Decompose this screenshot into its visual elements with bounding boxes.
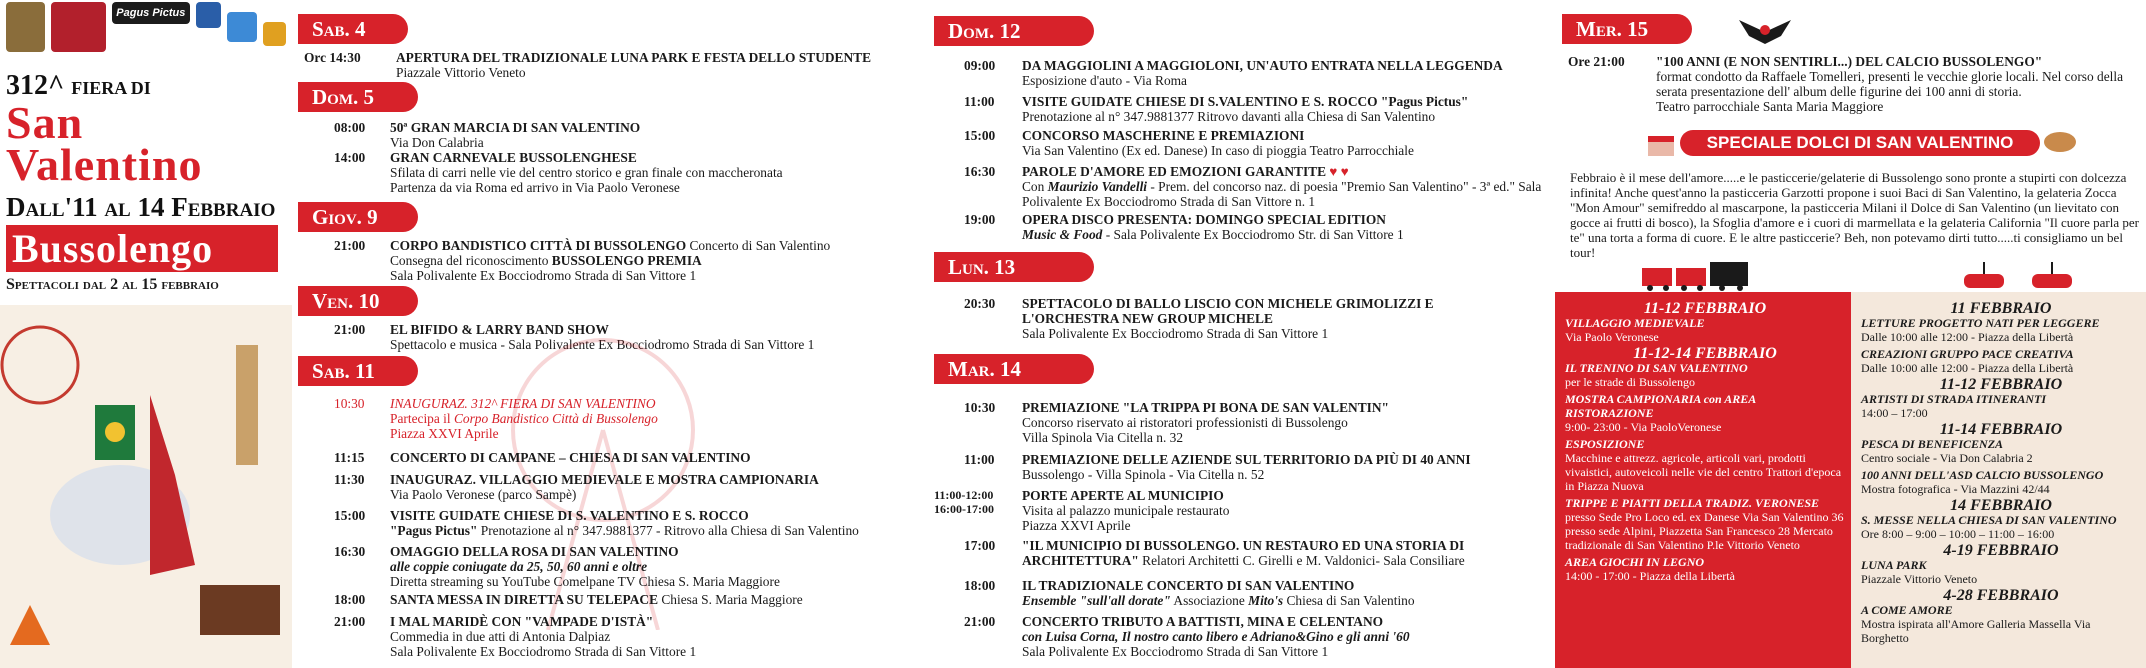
event-body — [1656, 54, 2136, 114]
event-mar14-2 — [964, 452, 1564, 484]
event-desc: Consegna del riconoscimento — [390, 253, 552, 268]
event-location: Prenotazione al n° 347.9881377 - Ritrovo alla Chiesa di San Valentino — [477, 523, 859, 538]
event-desc-bold: Mito's — [1248, 593, 1284, 608]
event-sab11-6 — [334, 592, 934, 608]
box-entry-title: LUNA PARK — [1861, 558, 1927, 572]
box-entry — [1565, 316, 1845, 344]
provincia-logo-icon — [227, 12, 256, 42]
event-lun13-1 — [964, 296, 1564, 346]
event-dom12-4 — [964, 164, 1564, 210]
event-sab11-4 — [334, 508, 934, 540]
event-time: 10:30 — [964, 400, 996, 415]
comune-logo-icon — [6, 2, 45, 52]
box-entry — [1565, 555, 1845, 583]
day-header-dom12: Dom. 12 — [934, 16, 1094, 46]
box-entry — [1861, 603, 2141, 645]
event-mar14-6 — [964, 614, 1564, 664]
event-body — [390, 150, 950, 195]
logo-strip — [6, 2, 286, 62]
box-entry-text: Macchine e attrezz. agricole, articoli vari, prodotti vivaistici, autoveicoli nelle vie del centro Trattori d'epoca in Piazza Nuova — [1565, 451, 1842, 493]
box-entry — [1565, 392, 1845, 434]
event-desc-italic: alle coppie coniugate da 25, 50, 60 anni e oltre — [390, 559, 648, 574]
box-entry-title: S. MESSE NELLA CHIESA DI SAN VALENTINO — [1861, 513, 2117, 527]
event-dom5-2 — [334, 150, 934, 196]
event-desc: Partecipa il — [390, 411, 454, 426]
event-body — [390, 396, 950, 441]
event-giov9-1 — [334, 238, 934, 284]
box-entry — [1861, 347, 2141, 375]
event-location: Teatro parrocchiale Santa Maria Maggiore — [1656, 99, 1884, 114]
event-desc: Visita al palazzo municipale restaurato — [1022, 503, 1230, 518]
event-sab11-1 — [334, 396, 934, 442]
box-entry-title: AREA GIOCHI IN LEGNO — [1565, 555, 1705, 569]
event-body — [390, 614, 950, 659]
event-body — [1022, 538, 1542, 568]
event-time: 11:00 — [964, 94, 995, 109]
event-sab11-2 — [334, 450, 934, 466]
box-entry-text: Dalle 10:00 alle 12:00 - Piazza della Libertà — [1861, 361, 2074, 375]
box-entry-text: Centro sociale - Via Don Calabria 2 — [1861, 451, 2033, 465]
box-entry — [1565, 496, 1845, 552]
event-title: DA MAGGIOLINI A MAGGIOLONI, UN'AUTO ENTRATA NELLA LEGGENDA — [1022, 58, 1503, 73]
event-mer15-1 — [1568, 54, 2146, 120]
event-body — [390, 472, 950, 502]
box-entry-title: A COME AMORE — [1861, 603, 1953, 617]
event-title: EL BIFIDO & LARRY BAND SHOW — [390, 322, 609, 337]
box-entry — [1861, 437, 2141, 465]
event-body — [390, 120, 950, 150]
event-desc: Commedia in due atti di Antonia Dalpiaz — [390, 629, 611, 644]
event-body — [1022, 58, 1562, 88]
box-entry-title: ARTISTI DI STRADA ITINERANTI — [1861, 392, 2047, 406]
event-body — [1022, 400, 1562, 445]
event-time: 11:30 — [334, 472, 365, 487]
cover-shows: Spettacoli dal 2 al 15 febbraio — [6, 276, 219, 293]
event-desc-italic: Maurizio Vandelli — [1047, 179, 1148, 194]
box-entry-text: per le strade di Bussolengo — [1565, 375, 1695, 389]
event-title: CONCERTO TRIBUTO A BATTISTI, MINA E CELENTANO — [1022, 614, 1384, 629]
event-dom5-1 — [334, 120, 934, 150]
box-date-heading: 4-19 FEBBRAIO — [1943, 542, 2059, 559]
events-box-red — [1555, 292, 1851, 668]
box-entry-title: VILLAGGIO MEDIEVALE — [1565, 316, 1705, 330]
event-title-tail: "Pagus Pictus" — [1377, 94, 1469, 109]
event-body — [1022, 296, 1442, 341]
event-time: 21:00 — [964, 614, 996, 629]
box-date-heading: 4-28 FEBBRAIO — [1943, 587, 2059, 604]
box-date-heading: 11 FEBBRAIO — [1950, 300, 2052, 317]
event-desc: format condotto da Raffaele Tomelleri, presenti le vecchie glorie locali. Nel corso della serata presentazione dell' album delle figurine dei 100 anni di storia. — [1656, 69, 2124, 99]
event-title: SPETTACOLO DI BALLO LISCIO CON MICHELE GRIMOLIZZI E L'ORCHESTRA NEW GROUP MICHELE — [1022, 296, 1434, 326]
box-entry-text: Mostra fotografica - Via Mazzini 42/44 — [1861, 482, 2050, 496]
event-sab11-3 — [334, 472, 934, 504]
event-location: Villa Spinola Via Citella n. 32 — [1022, 430, 1184, 445]
cover-dates: Dall'11 al 14 Febbraio — [6, 192, 276, 222]
event-location: Sala Polivalente Ex Bocciodromo Strada di San Vittore 1 — [390, 268, 697, 283]
event-body — [1022, 488, 1562, 533]
event-location: - Sala Polivalente Ex Bocciodromo Str. di San Vittore 1 — [1102, 227, 1404, 242]
event-location: Sala Polivalente Ex Bocciodromo Strada di San Vittore 1 — [1022, 644, 1329, 659]
knight-illustration — [0, 305, 292, 668]
event-desc-bold: "Pagus Pictus" — [390, 523, 478, 538]
regione-logo-icon — [196, 2, 221, 28]
day-header-lun13: Lun. 13 — [934, 252, 1094, 282]
event-title: INAUGURAZ. 312^ FIERA DI SAN VALENTINO — [390, 396, 656, 411]
event-title: PAROLE D'AMORE ED EMOZIONI GARANTITE — [1022, 164, 1327, 179]
fiera-number: 312^ — [6, 70, 65, 101]
event-time: 10:30 — [334, 396, 365, 411]
event-location: Via San Valentino (Ex ed. Danese) In caso di pioggia Teatro Parrocchiale — [1022, 143, 1414, 158]
event-dom12-3 — [964, 128, 1564, 160]
event-mar14-4 — [964, 538, 1564, 570]
event-location: Sala Polivalente Ex Bocciodromo Strada di San Vittore 1 — [1022, 326, 1329, 341]
box-entry-title: CREAZIONI GRUPPO PACE CREATIVA — [1861, 347, 2074, 361]
title-valentino: Valentino — [6, 139, 203, 190]
event-body — [1022, 94, 1562, 124]
event-title: GRAN CARNEVALE BUSSOLENGHESE — [390, 150, 637, 165]
box-entry — [1861, 513, 2141, 541]
event-body — [390, 508, 950, 538]
event-time: 21:00 — [334, 614, 366, 629]
box-entry-text: Dalle 10:00 alle 12:00 - Piazza della Libertà — [1861, 330, 2074, 344]
event-time: 21:00 — [334, 238, 366, 253]
red-box-list — [1565, 302, 1845, 586]
event-location: Via Don Calabria — [390, 135, 484, 150]
event-title: CORPO BANDISTICO CITTÀ DI BUSSOLENGO — [390, 238, 687, 253]
event-title: CONCORSO MASCHERINE E PREMIAZIONI — [1022, 128, 1305, 143]
day-header-sab11: Sab. 11 — [298, 356, 418, 386]
box-entry-title: ESPOSIZIONE — [1565, 437, 1645, 451]
event-body — [390, 592, 950, 607]
event-sab11-5 — [334, 544, 934, 590]
event-location: Chiesa S. Maria Maggiore — [658, 592, 803, 607]
day-header-mer15: Mer. 15 — [1562, 14, 1692, 44]
event-time-morning: 11:00-12:00 — [934, 488, 994, 502]
event-time: 20:30 — [964, 296, 996, 311]
event-desc: Associazione — [1170, 593, 1249, 608]
event-location: Bussolengo - Villa Spinola - Via Citella n. 52 — [1022, 467, 1265, 482]
event-dom12-2 — [964, 94, 1564, 126]
event-time: 09:00 — [964, 58, 996, 73]
bumper-car-icon — [1960, 262, 2080, 292]
box-date-heading: 11-12 FEBBRAIO — [1939, 376, 2063, 393]
event-title: "100 ANNI (E NON SENTIRLI...) DEL CALCIO BUSSOLENGO" — [1656, 54, 2043, 69]
event-location: Piazza XXVI Aprile — [1022, 518, 1131, 533]
event-desc: Concorso riservato ai ristoratori professionisti di Bussolengo — [1022, 415, 1348, 430]
title-san: San — [6, 97, 84, 148]
event-location: Prenotazione al n° 347.9881377 Ritrovo davanti alla Chiesa di San Valentino — [1022, 109, 1436, 124]
box-entry-text: Via Paolo Veronese — [1565, 330, 1659, 344]
cover-panel — [0, 0, 292, 668]
event-time: 18:00 — [334, 592, 366, 607]
event-time: 15:00 — [964, 128, 996, 143]
event-time: 16:30 — [334, 544, 366, 559]
speciale-dolci-text: Febbraio è il mese dell'amore.....e le pasticcerie/gelaterie di Bussolengo sono pronte a stupirti con dolcezza infinita! Anche quest'anno la pasticceria Garzotti propone i suoi Baci di San Valentino, la gelateria Zocca "Mon Amour" semifreddo al mascarpone, la pasticceria Milani il Dolce di San Valentino (un lievitato con gocce ai frutti di bosco), la Sfoglia d'amore e i cuori di marmellata e la gelateria California "Il cuore parla per te" una torta a forma di cuore. E le altre pasticcerie? Beh, non potevamo dirti tutto.....ti consigliamo un bel tour! — [1570, 170, 2139, 260]
event-time-afternoon: 16:00-17:00 — [934, 502, 994, 516]
event-body — [1022, 452, 1562, 482]
box-entry — [1861, 468, 2141, 496]
event-time: 11:00 — [964, 452, 995, 467]
cover-title — [6, 70, 288, 294]
event-dom12-1 — [964, 58, 1564, 90]
pastry-icon — [2042, 122, 2078, 156]
box-entry-title: MOSTRA CAMPIONARIA con AREA RISTORAZIONE — [1565, 392, 1756, 420]
event-time: 11:15 — [334, 450, 365, 465]
pagus-pictus-logo-icon: Pagus Pictus — [112, 2, 190, 24]
event-body — [396, 50, 956, 80]
box-entry-title: PESCA DI BENEFICENZA — [1861, 437, 2004, 451]
event-location: Via Paolo Veronese (parco Sampè) — [390, 487, 577, 502]
event-sab11-7 — [334, 614, 934, 662]
event-title: PORTE APERTE AL MUNICIPIO — [1022, 488, 1224, 503]
event-location: Partenza da via Roma ed arrivo in Via Paolo Veronese — [390, 180, 680, 195]
box-entry-text: 9:00- 23:00 - Via PaoloVeronese — [1565, 420, 1722, 434]
cake-icon — [1644, 126, 1678, 160]
speciale-dolci-title: SPECIALE DOLCI DI SAN VALENTINO — [1680, 130, 2040, 156]
event-time: 14:00 — [334, 150, 366, 165]
box-entry-title: TRIPPE E PIATTI DELLA TRADIZ. VERONESE — [1565, 496, 1820, 510]
box-entry — [1565, 361, 1845, 389]
box-entry-title: 100 ANNI DELL'ASD CALCIO BUSSOLENGO — [1861, 468, 2104, 482]
box-entry-text: Ore 8:00 – 9:00 – 10:00 – 11:00 – 16:00 — [1861, 527, 2055, 541]
event-time: 19:00 — [964, 212, 996, 227]
event-mar14-5 — [964, 578, 1564, 610]
box-date-heading: 14 FEBBRAIO — [1950, 497, 2052, 514]
event-location: Piazza XXVI Aprile — [390, 426, 499, 441]
event-mar14-3 — [934, 488, 1564, 534]
event-title: SANTA MESSA IN DIRETTA SU TELEPACE — [390, 592, 659, 607]
event-time: 21:00 — [334, 322, 366, 337]
event-body — [1022, 164, 1542, 209]
event-body — [1022, 212, 1562, 242]
event-time: 16:30 — [964, 164, 996, 179]
box-entry-title: IL TRENINO DI SAN VALENTINO — [1565, 361, 1748, 375]
eagle-logo-icon — [1737, 14, 1793, 48]
event-mar14-1 — [964, 400, 1564, 446]
train-icon — [1640, 258, 1752, 292]
event-sab4-1 — [304, 50, 924, 84]
box-entry-text: 14:00 - 17:00 - Piazza della Libertà — [1565, 569, 1735, 583]
day-header-ven10: Ven. 10 — [298, 286, 418, 316]
event-desc: Sfilata di carri nelle vie del centro storico e gran finale con maccheronata — [390, 165, 783, 180]
box-date-heading: 11-12-14 FEBBRAIO — [1633, 345, 1777, 362]
event-desc-bold: BUSSOLENGO PREMIA — [551, 253, 702, 268]
event-location: Piazzale Vittorio Veneto — [396, 65, 526, 80]
event-desc-italic: Corpo Bandistico Città di Bussolengo — [453, 411, 658, 426]
event-title: 50ª GRAN MARCIA DI SAN VALENTINO — [390, 120, 641, 135]
event-desc-italic: Music & Food — [1022, 227, 1103, 242]
box-entry-text: presso Sede Pro Loco ed. ex Danese Via San Valentino 36 presso sede Alpini, Piazzetta San Francesco 28 Mercato tradizionale di San Valentino P.le Vittorio Veneto — [1565, 510, 1844, 552]
event-time: Orc 14:30 — [304, 50, 361, 65]
event-title: APERTURA DEL TRADIZIONALE LUNA PARK E FESTA DELLO STUDENTE — [396, 50, 871, 65]
day-header-giov9: Giov. 9 — [298, 202, 418, 232]
event-title: INAUGURAZ. VILLAGGIO MEDIEVALE E MOSTRA CAMPIONARIA — [390, 472, 819, 487]
event-body — [1022, 578, 1562, 608]
event-title: VISITE GUIDATE CHIESE DI S. VALENTINO E S. ROCCO — [390, 508, 749, 523]
event-time: 18:00 — [964, 578, 996, 593]
event-time: 08:00 — [334, 120, 366, 135]
box-entry-title: LETTURE PROGETTO NATI PER LEGGERE — [1861, 316, 2100, 330]
event-title: IL TRADIZIONALE CONCERTO DI SAN VALENTINO — [1022, 578, 1355, 593]
extra-logo-icon — [263, 22, 286, 46]
event-title: OPERA DISCO PRESENTA: DOMINGO SPECIAL EDITION — [1022, 212, 1386, 227]
box-entry — [1861, 558, 2141, 586]
event-time: 15:00 — [334, 508, 366, 523]
carriage-icon — [200, 585, 280, 635]
event-title: OMAGGIO DELLA ROSA DI SAN VALENTINO — [390, 544, 679, 559]
event-location: Relatori Architetti C. Girelli e M. Valdonici- Sala Consiliare — [1142, 553, 1465, 568]
beige-box-list — [1861, 302, 2141, 648]
event-location: Esposizione d'auto - Via Roma — [1022, 73, 1187, 88]
box-date-heading: 11-14 FEBBRAIO — [1939, 421, 2063, 438]
event-title: VISITE GUIDATE CHIESE DI S.VALENTINO E S. ROCCO — [1022, 94, 1378, 109]
box-entry — [1861, 316, 2141, 344]
event-time — [934, 488, 1020, 516]
day-header-sab4: Sab. 4 — [298, 14, 408, 44]
event-desc-italic: con Luisa Corna, Il nostro canto libero e Adriano&Gino e gli anni '60 — [1022, 629, 1410, 644]
box-entry — [1565, 437, 1845, 493]
event-body — [1022, 128, 1562, 158]
event-title: PREMIAZIONE "LA TRIPPA PI BONA DE SAN VALENTIN" — [1022, 400, 1389, 415]
event-body — [1022, 614, 1562, 659]
box-entry-text: 14:00 – 17:00 — [1861, 406, 1928, 420]
box-date-heading: 11-12 FEBBRAIO — [1643, 300, 1767, 317]
box-entry-text: Mostra ispirata all'Amore Galleria Massella Via Borghetto — [1861, 617, 2091, 645]
event-dom12-5 — [964, 212, 1564, 244]
event-title: PREMIAZIONE DELLE AZIENDE SUL TERRITORIO DA PIÙ DI 40 ANNI — [1022, 452, 1471, 467]
event-location: Chiesa di San Valentino — [1283, 593, 1415, 608]
event-title-tail: Concerto di San Valentino — [686, 238, 831, 253]
event-location: Sala Polivalente Ex Bocciodromo Strada di San Vittore 1 — [390, 644, 697, 659]
event-location: Diretta streaming su YouTube Comelpane TV Chiesa S. Maria Maggiore — [390, 574, 780, 589]
event-time: 17:00 — [964, 538, 996, 553]
day-header-dom5: Dom. 5 — [298, 82, 418, 112]
tower-icon — [236, 345, 258, 465]
box-entry-text: Piazzale Vittorio Veneto — [1861, 572, 1978, 586]
event-body — [390, 238, 950, 283]
cover-city: Bussolengo — [6, 225, 278, 272]
event-desc-italic: Ensemble "sull'all dorate" — [1022, 593, 1171, 608]
box-entry — [1861, 392, 2141, 420]
fiera-label: FIERA DI — [71, 78, 151, 98]
event-time: Ore 21:00 — [1568, 54, 1625, 69]
day-header-mar14: Mar. 14 — [934, 354, 1094, 384]
heart-icon: ♥ ♥ — [1329, 164, 1349, 179]
villafranca-logo-icon — [51, 2, 106, 52]
event-title: CONCERTO DI CAMPANE – CHIESA DI SAN VALENTINO — [390, 450, 751, 465]
event-desc: Con — [1022, 179, 1048, 194]
event-body — [390, 544, 950, 589]
event-location: - Prem. del concorso naz. di poesia "Premio San Valentino" - 3ª ed." Sala Polivalente Ex Bocciodromo Strada di San Vittore n. 1 — [1022, 179, 1542, 209]
event-location: Spettacolo e musica - Sala Polivalente Ex Bocciodromo Strada di San Vittore 1 — [390, 337, 815, 352]
event-title: "IL MUNICIPIO DI BUSSOLENGO. UN RESTAURO ED UNA STORIA DI ARCHITETTURA" — [1022, 538, 1465, 568]
event-title: I MAL MARIDÈ CON "VAMPADE D'ISTÀ" — [390, 614, 654, 629]
events-box-beige — [1851, 292, 2146, 668]
event-body — [390, 450, 950, 465]
